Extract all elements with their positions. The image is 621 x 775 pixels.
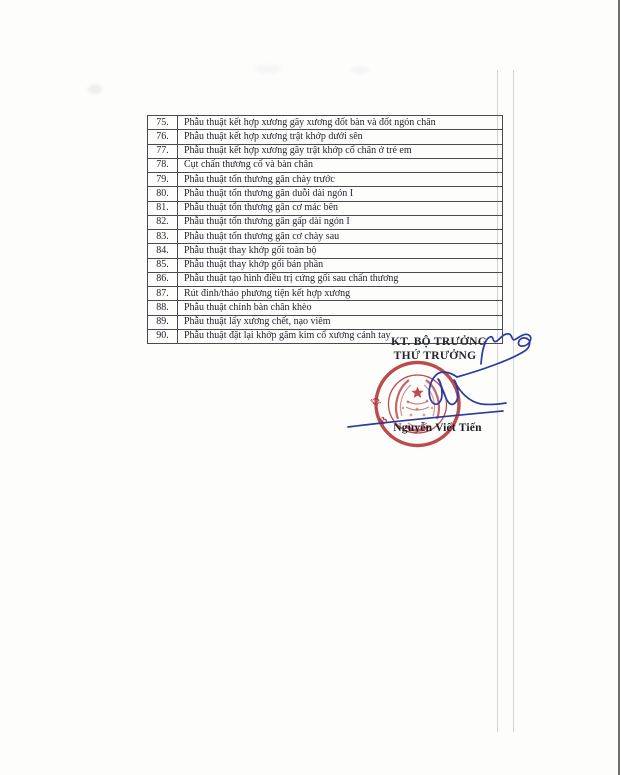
procedure-name: Rút đinh/tháo phương tiện kết hợp xương xyxy=(178,287,503,301)
table-row xyxy=(148,315,503,329)
table-row xyxy=(148,116,503,130)
signer-name: Nguyễn Viết Tiến xyxy=(393,422,482,434)
table-row xyxy=(148,244,503,258)
procedure-name: Phẫu thuật kết hợp xương gãy trật khớp cổ chân ở trẻ em xyxy=(178,144,503,158)
row-number: 82. xyxy=(148,215,178,229)
row-number: 90. xyxy=(148,329,178,343)
row-number: 86. xyxy=(148,272,178,286)
table-row xyxy=(148,258,503,272)
table-row xyxy=(148,130,503,144)
row-number: 79. xyxy=(148,173,178,187)
row-number: 77. xyxy=(148,144,178,158)
table-row xyxy=(148,230,503,244)
row-number: 81. xyxy=(148,201,178,215)
table-row xyxy=(148,144,503,158)
procedure-name: Phẫu thuật kết hợp xương gãy xương đốt bàn và đốt ngón chân xyxy=(178,116,503,130)
procedure-name: Phẫu thuật lấy xương chết, nạo viêm xyxy=(178,315,503,329)
row-number: 85. xyxy=(148,258,178,272)
table-row xyxy=(148,301,503,315)
procedure-name: Phẫu thuật kết hợp xương trật khớp dưới sên xyxy=(178,130,503,144)
seal-ring-letter: B xyxy=(377,414,390,428)
procedure-name: Phẫu thuật thay khớp gối bán phần xyxy=(178,258,503,272)
row-number: 80. xyxy=(148,187,178,201)
table-row xyxy=(148,158,503,172)
row-number: 83. xyxy=(148,230,178,244)
row-number: 89. xyxy=(148,315,178,329)
row-number: 76. xyxy=(148,130,178,144)
scan-smudge xyxy=(88,84,102,94)
signatory-title-line2: THỨ TRƯỞNG xyxy=(393,350,477,362)
procedure-name: Cụt chấn thương cổ và bàn chân xyxy=(178,158,503,172)
seal-ring-letter: Ộ xyxy=(370,396,383,407)
table-row xyxy=(148,173,503,187)
procedure-table-body xyxy=(148,116,503,344)
procedure-table xyxy=(147,115,503,344)
procedure-name: Phẫu thuật tổn thương gân duỗi dài ngón I xyxy=(178,187,503,201)
signatory-title-line1: KT. BỘ TRƯỞNG xyxy=(390,336,488,348)
scan-smudge xyxy=(350,66,370,74)
procedure-name: Phẫu thuật tổn thương gân cơ chày sau xyxy=(178,230,503,244)
table-row xyxy=(148,187,503,201)
row-number: 78. xyxy=(148,158,178,172)
procedure-name: Phẫu thuật thay khớp gối toàn bộ xyxy=(178,244,503,258)
procedure-name: Phẫu thuật tổn thương gân chày trước xyxy=(178,173,503,187)
row-number: 88. xyxy=(148,301,178,315)
procedure-name: Phẫu thuật tổn thương gân gấp dài ngón I xyxy=(178,215,503,229)
row-number: 75. xyxy=(148,116,178,130)
procedure-name: Phẫu thuật tạo hình điều trị cứng gối sau chấn thương xyxy=(178,272,503,286)
scan-smudge xyxy=(255,65,281,73)
procedure-name: Phẫu thuật đặt lại khớp găm kim cổ xương cánh tay xyxy=(178,329,503,343)
table-row xyxy=(148,201,503,215)
row-number: 84. xyxy=(148,244,178,258)
table-row xyxy=(148,272,503,286)
table-row xyxy=(148,215,503,229)
procedure-name: Phẫu thuật tổn thương gân cơ mác bên xyxy=(178,201,503,215)
procedure-name: Phẫu thuật chỉnh bàn chân khèo xyxy=(178,301,503,315)
scan-right-edge-shadow xyxy=(618,0,620,775)
table-row xyxy=(148,287,503,301)
row-number: 87. xyxy=(148,287,178,301)
